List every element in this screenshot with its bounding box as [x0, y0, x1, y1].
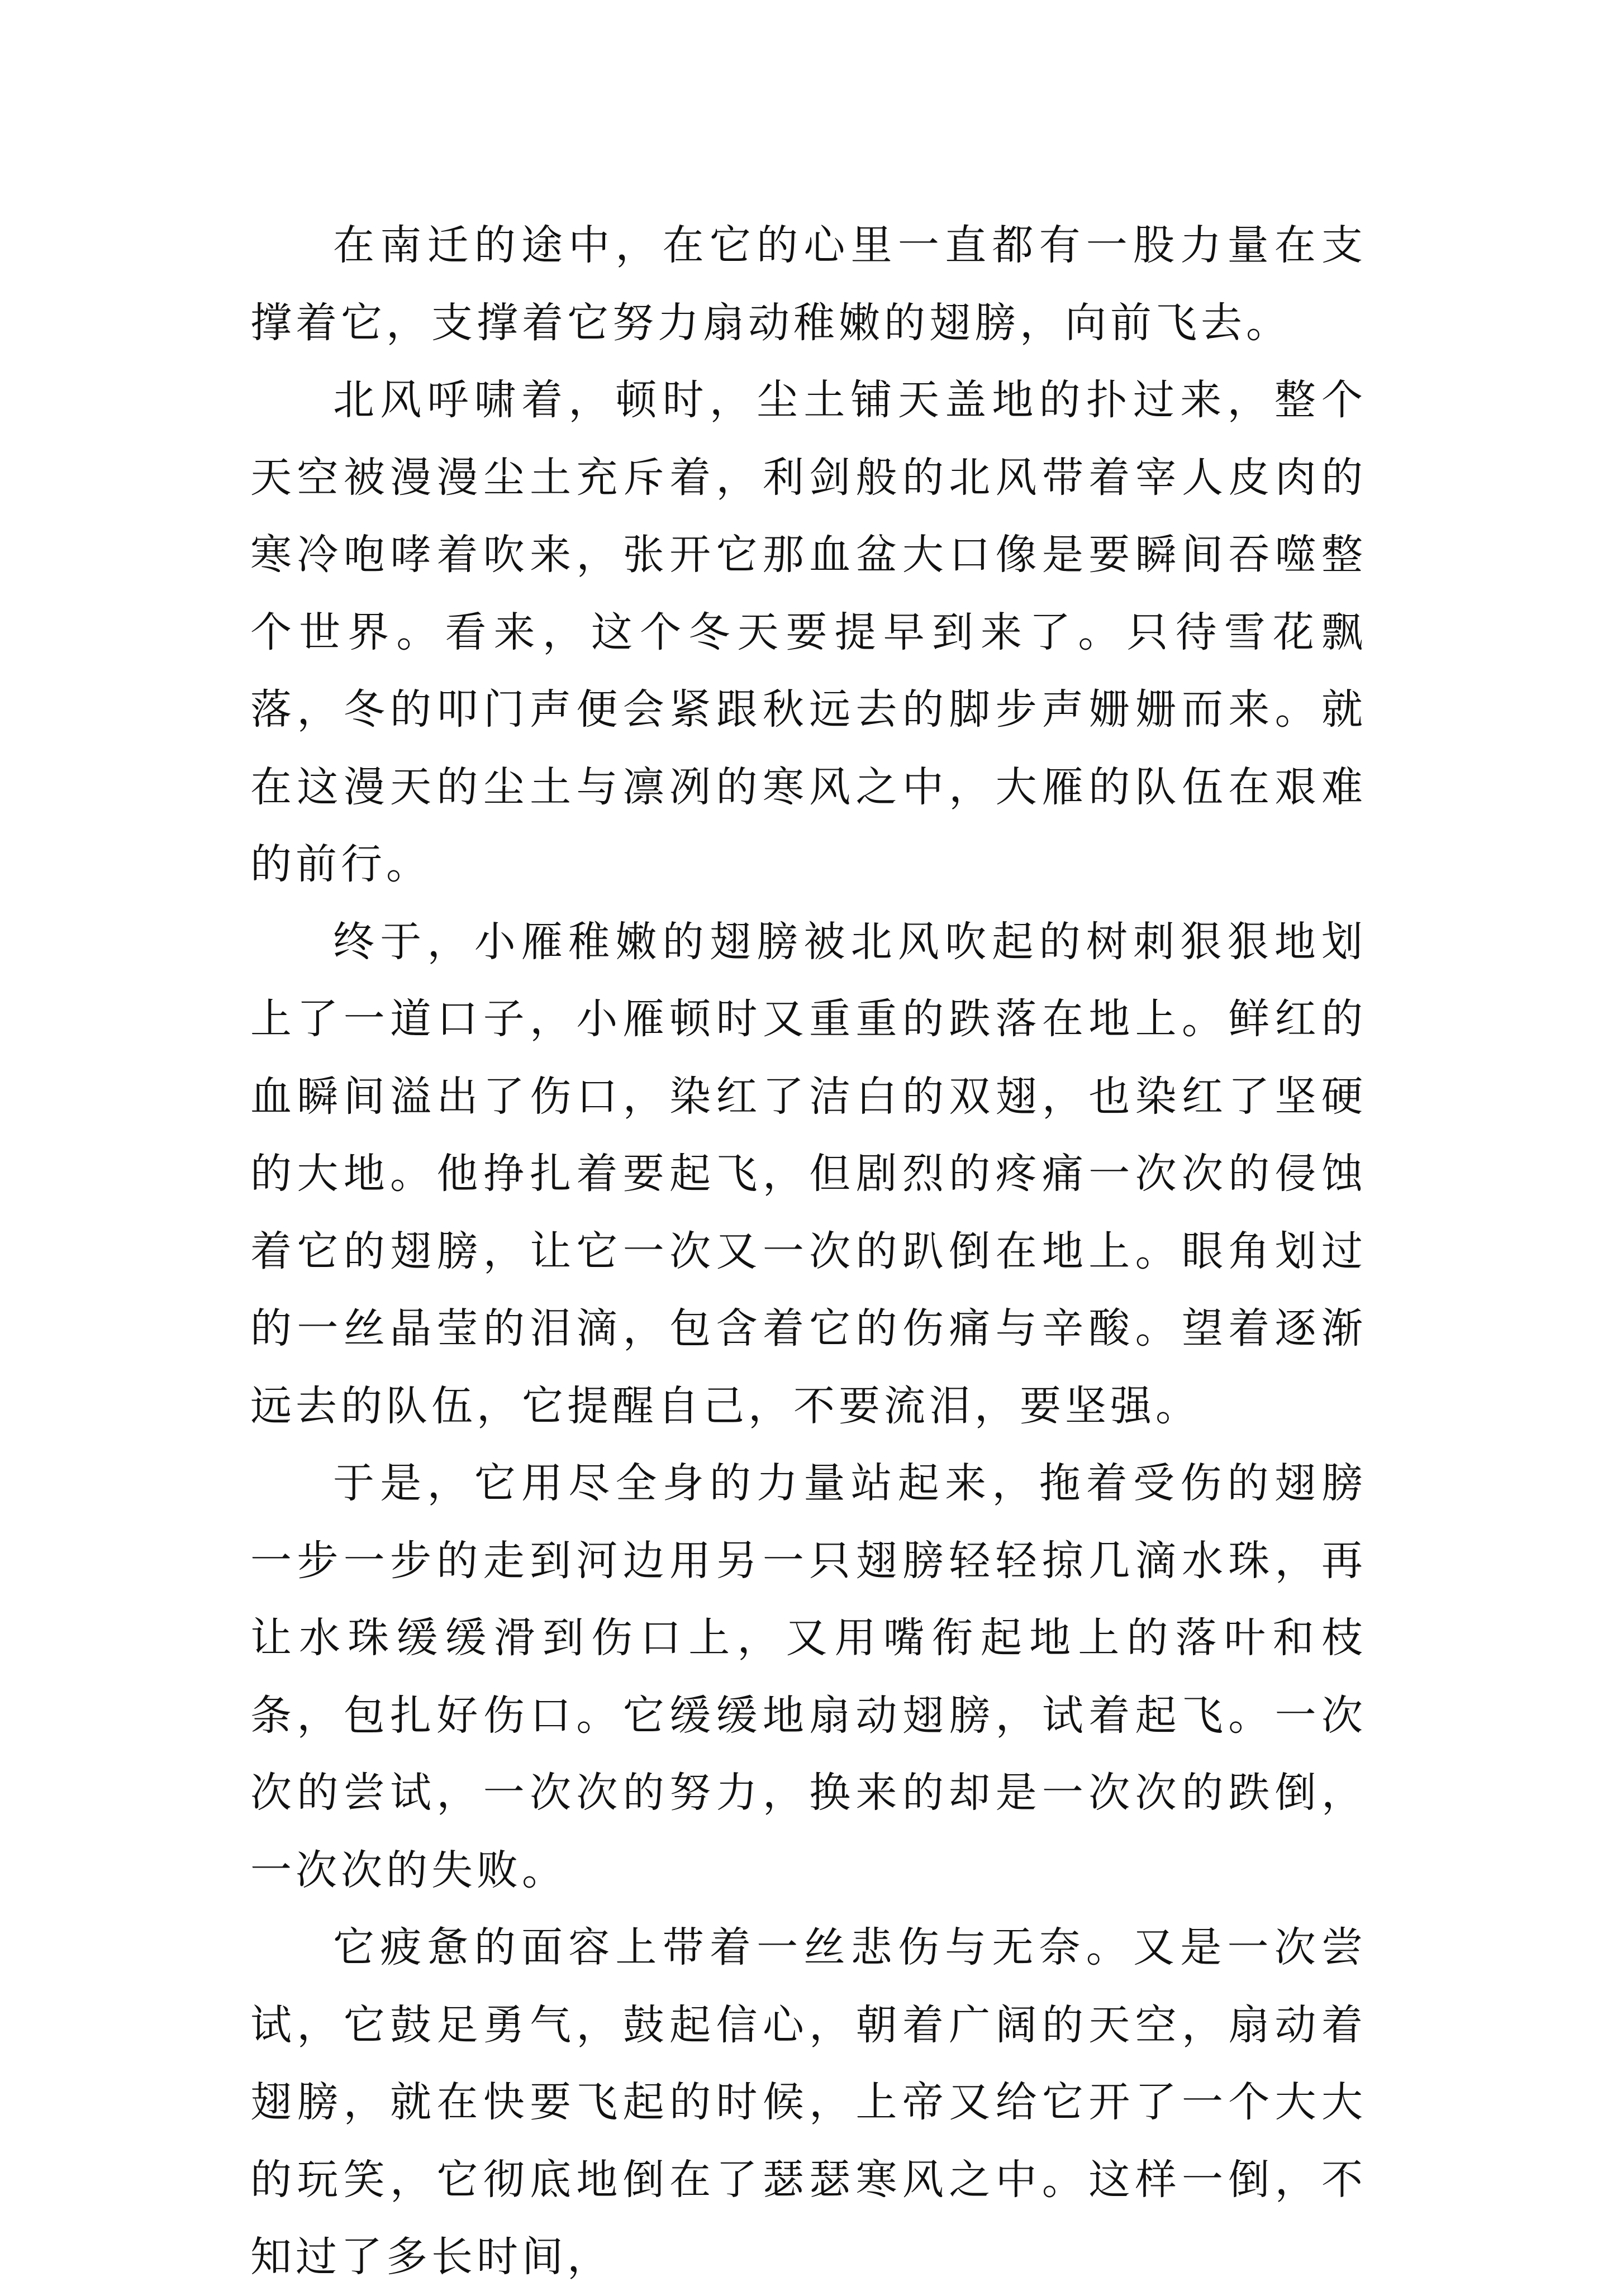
- paragraph: 于是，它用尽全身的力量站起来，拖着受伤的翅膀一步一步的走到河边用另一只翅膀轻轻掠几滴水珠，再让水珠缓缓滑到伤口上，又用嘴衔起地上的落叶和枝条，包扎好伤口。它缓缓地扇动翅膀，试着起飞。一次次的尝试，一次次的努力，换来的却是一次次的跌倒，一次次的失败。: [250, 1459, 1367, 1894]
- paragraph: 在南迁的途中，在它的心里一直都有一股力量在支撑着它，支撑着它努力扇动稚嫩的翅膀，向前飞去。: [250, 221, 1367, 347]
- document-body: [250, 207, 1367, 2296]
- paragraph: 它疲惫的面容上带着一丝悲伤与无奈。又是一次尝试，它鼓足勇气，鼓起信心，朝着广阔的天空，扇动着翅膀，就在快要飞起的时候，上帝又给它开了一个大大的玩笑，它彻底地倒在了瑟瑟寒风之中。这样一倒，不知过了多长时间，: [250, 1923, 1367, 2281]
- paragraph: 北风呼啸着，顿时，尘土铺天盖地的扑过来，整个天空被漫漫尘土充斥着，利剑般的北风带着宰人皮肉的寒冷咆哮着吹来，张开它那血盆大口像是要瞬间吞噬整个世界。看来，这个冬天要提早到来了。只待雪花飘落，冬的叩门声便会紧跟秋远去的脚步声姗姗而来。就在这漫天的尘土与凛冽的寒风之中，大雁的队伍在艰难的前行。: [250, 376, 1367, 888]
- paragraph: 终于，小雁稚嫩的翅膀被北风吹起的树刺狠狠地划上了一道口子，小雁顿时又重重的跌落在地上。鲜红的血瞬间溢出了伤口，染红了洁白的双翅，也染红了坚硬的大地。他挣扎着要起飞，但剧烈的疼痛一次次的侵蚀着它的翅膀，让它一次又一次的趴倒在地上。眼角划过的一丝晶莹的泪滴，包含着它的伤痛与辛酸。望着逐渐远去的队伍，它提醒自己，不要流泪，要坚强。: [250, 917, 1367, 1430]
